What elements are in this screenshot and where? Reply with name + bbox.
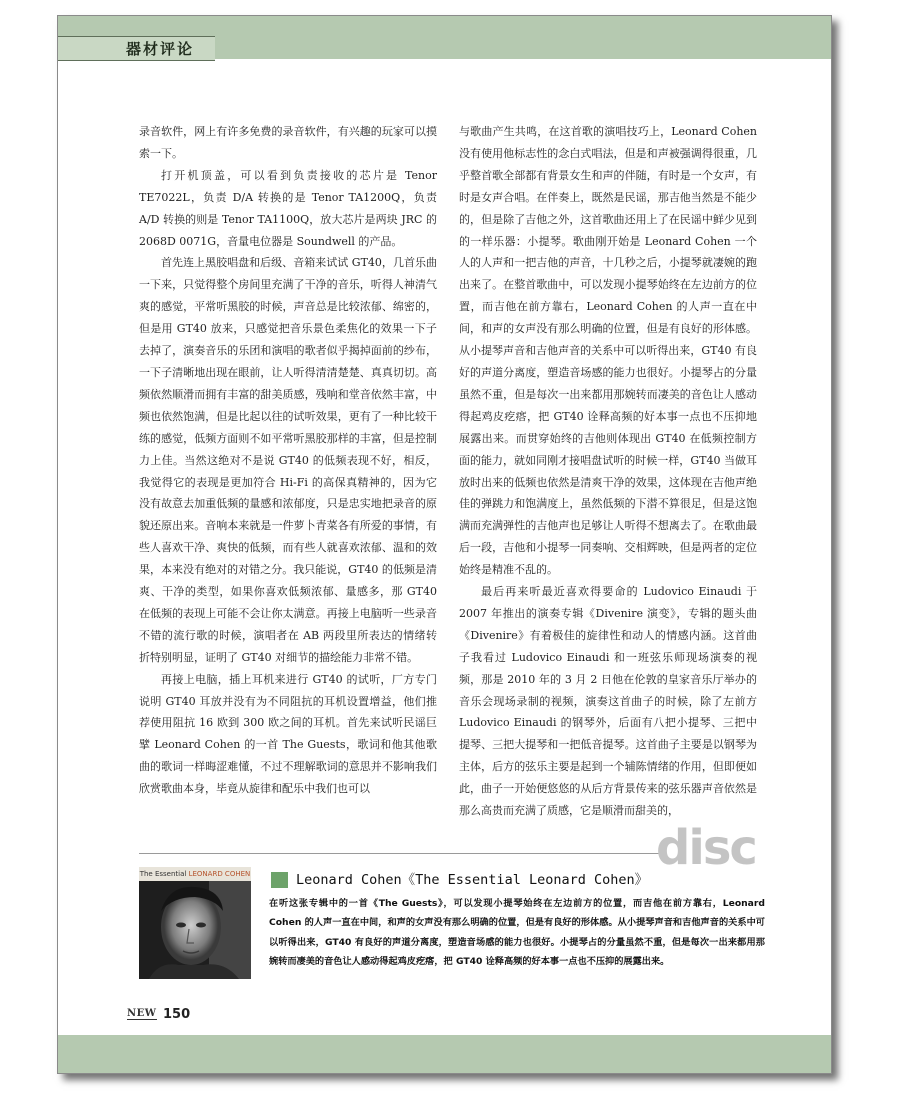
section-label: 器材评论 bbox=[126, 40, 195, 58]
footer-band bbox=[58, 1035, 831, 1073]
paragraph: 最后再来听最近喜欢得要命的 Ludovico Einaudi 于 2007 年推出的演奏专辑《Divenire 演变》，专辑的题头曲《Divenire》有着极佳的旋律性和动人的情感内涵。这首曲子我看过 Ludovico Einaudi 和一班弦乐师现场演奏的视频，那是 2010 年的 3 月 2 日他在伦敦的皇家音乐厅举办的音乐会现场录制的视频，演奏这首曲子的时候，除了左前方 Ludovico Einaudi 的钢琴外，后面有八把小提琴、三把中提琴、三把大提琴和一把低音提琴。这首曲子主要是以钢琴为主体，后方的弦乐主要是起到一个辅陈情绪的作用，但即便如此，曲子一开始便悠悠的从后方背景传来的弦乐器声音依然是那么高贵而充满了质感，它是顺滑而甜美的， bbox=[459, 585, 757, 818]
portrait-photo bbox=[139, 881, 251, 979]
album-cover bbox=[139, 867, 251, 979]
section-divider bbox=[139, 853, 659, 854]
page-number: 150 bbox=[163, 1007, 191, 1022]
magazine-logo: NEW bbox=[127, 1008, 157, 1019]
album-cover-title bbox=[139, 867, 251, 881]
paragraph: 首先连上黑胶唱盘和后级、音箱来试试 GT40，几首乐曲一下来，只觉得整个房间里充满了干净的音乐，听得人神清气爽的感觉，平常听黑胶的时候，声音总是比较浓郁、绵密的，但是用 GT40 放来，只感觉把音乐景色柔焦化的效果一下子去掉了，演奏音乐的乐团和演唱的歌者似乎揭掉面前的纱布，一下子清晰地出现在眼前，让人听得清清楚楚、真真切切。高频依然顺滑而拥有丰富的甜美质感，残响和堂音依然丰富，中频也依然饱满，但是比起以往的试听效果，更有了一种比较干练的感觉，低频方面则不如平常听黑胶那样的丰富，但是控制力上佳。当然这绝对不是说 GT40 的低频表现不好，相反，我觉得它的表现是更加符合 Hi-Fi 的高保真精神的，因为它没有故意去加重低频的量感和浓郁度，只是忠实地把录音的原貌还原出来。音响本来就是一件萝卜青菜各有所爱的事情，有些人喜欢干净、爽快的低频，而有些人就喜欢浓郁、温和的效果，本来没有绝对的对错之分。我只能说，GT40 的低频是清爽、干净的类型，如果你喜欢低频浓郁、量感多，那 GT40 在低频的表现上可能不会让你太满意。再接上电脑听一些录音不错的流行歌的时候，演唱者在 AB 两段里所表达的情绪转折特别明显，证明了 GT40 对细节的描绘能力非常不错。 bbox=[139, 256, 437, 664]
paragraph: 再接上电脑，插上耳机来进行 GT40 的试听，厂方专门说明 GT40 耳放并没有为不同阻抗的耳机设置增益，他们推荐使用阻抗 16 欧到 300 欧之间的耳机。首先来试听民谣巨擘 Leonard Cohen 的一首 The Guests，歌词和他其他歌曲的歌词一样晦涩难懂，不过不理解歌词的意思并不影响我们欣赏歌曲本身，毕竟从旋律和配乐中我们也可以 bbox=[139, 672, 437, 796]
album-cover-top-text: The Essential bbox=[139, 870, 187, 878]
album-cover-name-text: LEONARD COHEN bbox=[188, 870, 251, 878]
article-column-right bbox=[459, 121, 757, 822]
paragraph: 录音软件，网上有许多免费的录音软件，有兴趣的玩家可以摸索一下。 bbox=[139, 125, 437, 160]
paragraph: 打开机顶盖，可以看到负责接收的芯片是 Tenor TE7022L，负责 D/A 转换的是 Tenor TA1200Q，负责 A/D 转换的则是 Tenor TA1100Q，放大芯片是两块 JRC 的 2068D 0071G，音量电位器是 Soundwell 的产品。 bbox=[139, 168, 437, 248]
magazine-page bbox=[57, 15, 832, 1074]
paragraph: 与歌曲产生共鸣，在这首歌的演唱技巧上，Leonard Cohen 没有使用他标志性的念白式唱法，但是和声被强调得很重，几乎整首歌全部都有背景女生和声的伴随，有时是一个女声，有时是女声合唱。在伴奏上，既然是民谣，那吉他当然是不能少的，但是除了吉他之外，这首歌曲还用上了在民谣中鲜少见到的一样乐器：小提琴。歌曲刚开始是 Leonard Cohen 一个人的人声和一把吉他的声音，十几秒之后，小提琴就凄婉的跑出来了。在整首歌曲中，可以发现小提琴始终在左边前方的位置，而吉他在前方靠右，Leonard Cohen 的人声一直在中间，和声的女声没有那么明确的位置，但是有良好的形体感。从小提琴声音和吉他声音的关系中可以听得出来，GT40 有良好的声道分离度，塑造音场感的能力也很好。小提琴占的分量虽然不重，但是每次一出来都用那婉转而凄美的音色让人感动得起鸡皮疙瘩，把 GT40 诠释高频的好本事一点也不压抑地展露出来。而贯穿始终的吉他则体现出 GT40 在低频控制方面的能力，就如同刚才接唱盘试听的时候一样，GT40 当做耳放时出来的低频也依然是清爽干净的效果，这体现在吉他声绝佳的弹跳力和饱满度上，虽然低频的下潜不算很足，但是这饱满而充满弹性的吉他声也足够让人听得不想离去了。在歌曲最后一段，吉他和小提琴一同奏响、交相辉映，但是两者的定位始终是精准不乱的。 bbox=[459, 125, 757, 577]
review-title-marker bbox=[271, 872, 288, 888]
review-text: 在听这张专辑中的一首《The Guests》，可以发现小提琴始终在左边前方的位置，而吉他在前方靠右，Leonard Cohen 的人声一直在中间，和声的女声没有那么明确的位置，但是有良好的形体感。从小提琴声音和吉他声音的关系中可以听得出来，GT40 有良好的声道分离度，塑造音场感的能力也很好。小提琴占的分量虽然不重，但是每次一出来都用那婉转而凄美的音色让人感动得起鸡皮疙瘩，把 GT40 诠释高频的好本事一点也不压抑的展露出来。 bbox=[269, 898, 765, 967]
disc-watermark: disc bbox=[656, 820, 756, 876]
article-column-left bbox=[139, 121, 437, 800]
review-title: Leonard Cohen《The Essential Leonard Cohen》 bbox=[296, 872, 649, 888]
